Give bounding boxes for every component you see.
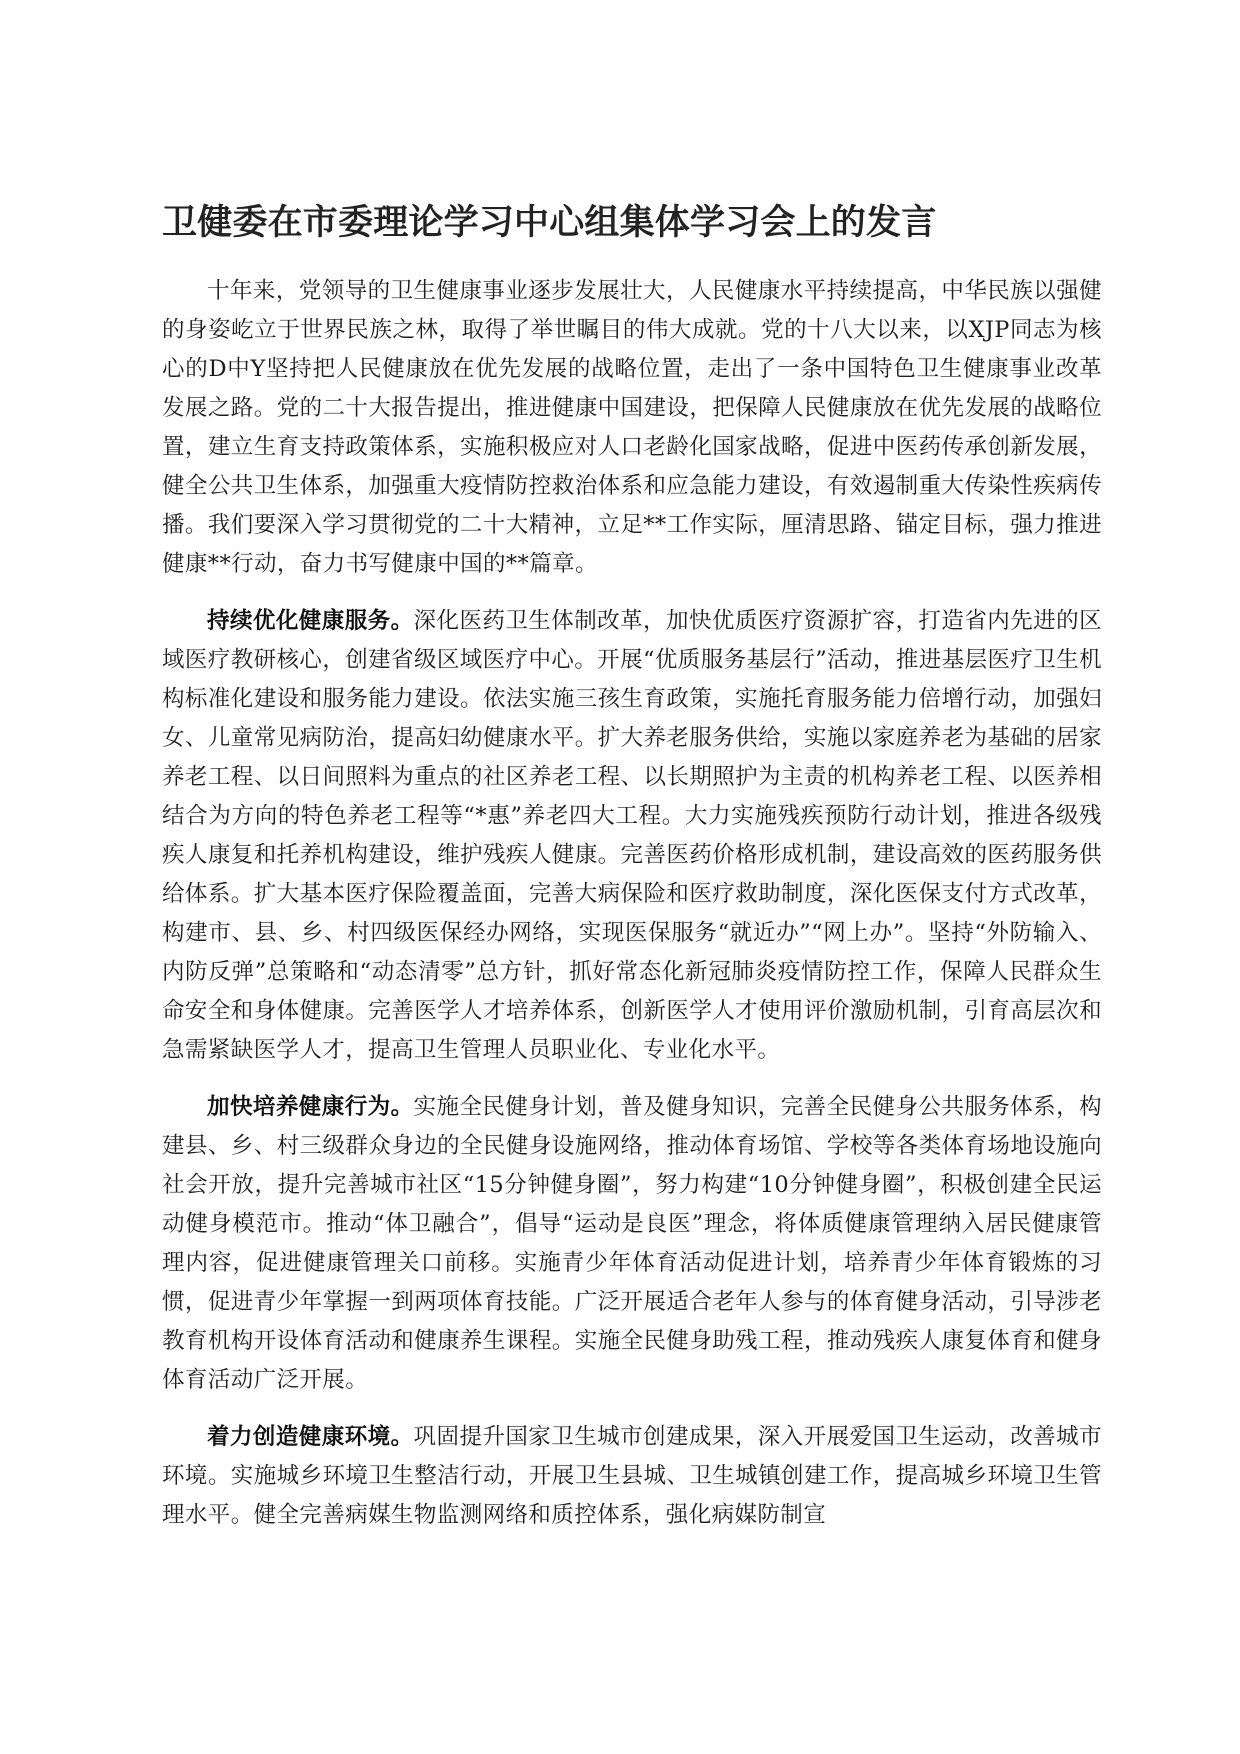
paragraph-health-environment xyxy=(162,1418,1102,1535)
document-body xyxy=(162,272,1102,1553)
paragraph-intro xyxy=(162,272,1102,584)
paragraph-health-behavior xyxy=(162,1088,1102,1400)
paragraph-text: 十年来，党领导的卫生健康事业逐步发展壮大，人民健康水平持续提高，中华民族以强健的身姿屹立于世界民族之林，取得了举世瞩目的伟大成就。党的十八大以来，以XJP同志为核心的D中Y坚持把人民健康放在优先发展的战略位置，走出了一条中国特色卫生健康事业改革发展之路。党的二十大报告提出，推进健康中国建设，把保障人民健康放在优先发展的战略位置，建立生育支持政策体系，实施积极应对人口老龄化国家战略，促进中医药传承创新发展，健全公共卫生体系，加强重大疫情防控救治体系和应急能力建设，有效遏制重大传染性疾病传播。我们要深入学习贯彻党的二十大精神，立足**工作实际，厘清思路、锚定目标，强力推进健康**行动，奋力书写健康中国的**篇章。 xyxy=(162,278,1102,577)
paragraph-health-services xyxy=(162,602,1102,1070)
document-title: 卫健委在市委理论学习中心组集体学习会上的发言 xyxy=(162,203,937,243)
paragraph-text: 巩固提升国家卫生城市创建成果，深入开展爱国卫生运动，改善城市环境。实施城乡环境卫生整洁行动，开展卫生县城、卫生城镇创建工作，提高城乡环境卫生管理水平。健全完善病媒生物监测网络和质控体系，强化病媒防制宣 xyxy=(162,1424,1102,1528)
paragraph-heading: 着力创造健康环境。 xyxy=(207,1424,414,1450)
paragraph-text: 实施全民健身计划，普及健身知识，完善全民健身公共服务体系，构建县、乡、村三级群众身边的全民健身设施网络，推动体育场馆、学校等各类体育场地设施向社会开放，提升完善城市社区“15分钟健身圈”，努力构建“10分钟健身圈”，积极创建全民运动健身模范市。推动“体卫融合”，倡导“运动是良医”理念，将体质健康管理纳入居民健康管理内容，促进健康管理关口前移。实施青少年体育活动促进计划，培养青少年体育锻炼的习惯，促进青少年掌握一到两项体育技能。广泛开展适合老年人参与的体育健身活动，引导涉老教育机构开设体育活动和健康养生课程。实施全民健身助残工程，推动残疾人康复体育和健身体育活动广泛开展。 xyxy=(162,1094,1102,1393)
paragraph-heading: 持续优化健康服务。 xyxy=(207,608,414,634)
paragraph-heading: 加快培养健康行为。 xyxy=(207,1094,414,1120)
paragraph-text: 深化医药卫生体制改革，加快优质医疗资源扩容，打造省内先进的区域医疗教研核心，创建省级区域医疗中心。开展“优质服务基层行”活动，推进基层医疗卫生机构标准化建设和服务能力建设。依法实施三孩生育政策，实施托育服务能力倍增行动，加强妇女、儿童常见病防治，提高妇幼健康水平。扩大养老服务供给，实施以家庭养老为基础的居家养老工程、以日间照料为重点的社区养老工程、以长期照护为主责的机构养老工程、以医养相结合为方向的特色养老工程等“*惠”养老四大工程。大力实施残疾预防行动计划，推进各级残疾人康复和托养机构建设，维护残疾人健康。完善医药价格形成机制，建设高效的医药服务供给体系。扩大基本医疗保险覆盖面，完善大病保险和医疗救助制度，深化医保支付方式改革，构建市、县、乡、村四级医保经办网络，实现医保服务“就近办”“网上办”。坚持“外防输入、内防反弹”总策略和“动态清零”总方针，抓好常态化新冠肺炎疫情防控工作，保障人民群众生命安全和身体健康。完善医学人才培养体系，创新医学人才使用评价激励机制，引育高层次和急需紧缺医学人才，提高卫生管理人员职业化、专业化水平。 xyxy=(162,608,1102,1063)
